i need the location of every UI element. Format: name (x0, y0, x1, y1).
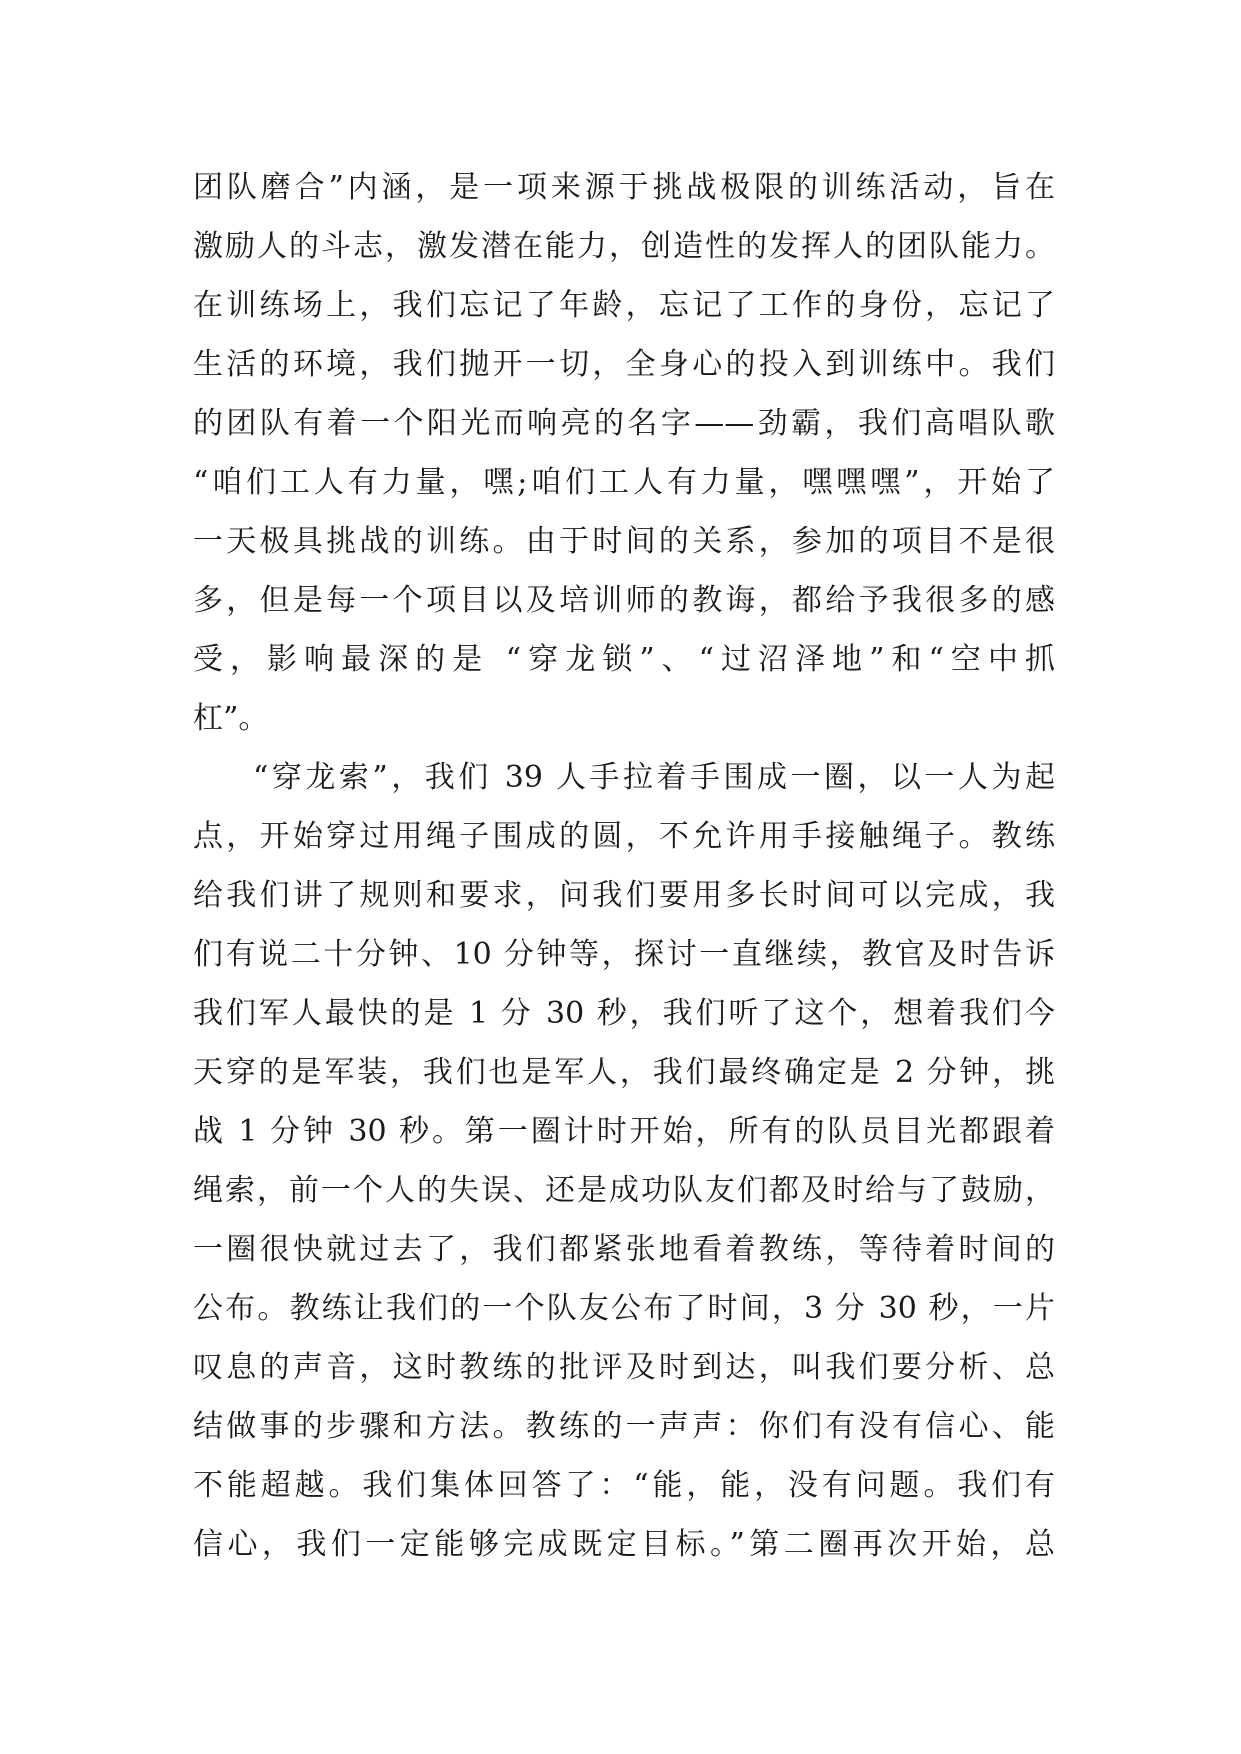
text-line: 一天极具挑战的训练。由于时间的关系，参加的项目不是很 (193, 524, 1055, 559)
text-line: 信心，我们一定能够完成既定目标。”第二圈再次开始，总 (193, 1527, 1055, 1562)
text-line: 绳索，前一个人的失误、还是成功队友们都及时给与了鼓励， (193, 1173, 1055, 1208)
text-line: “咱们工人有力量，嘿;咱们工人有力量，嘿嘿嘿”，开始了 (193, 465, 1055, 500)
text-line: 多，但是每一个项目以及培训师的教诲，都给予我很多的感 (193, 583, 1055, 618)
text-line: 点，开始穿过用绳子围成的圆，不允许用手接触绳子。教练 (193, 819, 1055, 854)
text-line: 团队磨合”内涵，是一项来源于挑战极限的训练活动，旨在 (193, 170, 1055, 205)
paragraph-1 (193, 158, 1055, 748)
text-line: 受，影响最深的是 “穿龙锁”、“过沼泽地”和“空中抓 (193, 642, 1055, 677)
text-line: 一圈很快就过去了，我们都紧张地看着教练，等待着时间的 (193, 1232, 1055, 1267)
text-line: 我们军人最快的是 1 分 30 秒，我们听了这个，想着我们今 (193, 996, 1055, 1031)
text-line: 们有说二十分钟、10 分钟等，探讨一直继续，教官及时告诉 (193, 937, 1055, 972)
text-line: 的团队有着一个阳光而响亮的名字——劲霸，我们高唱队歌 (193, 406, 1055, 441)
text-line: 天穿的是军装，我们也是军人，我们最终确定是 2 分钟，挑 (193, 1055, 1055, 1090)
text-line: 在训练场上，我们忘记了年龄，忘记了工作的身份，忘记了 (193, 288, 1055, 323)
text-line: 杠”。 (193, 701, 269, 736)
document-body (193, 158, 1055, 1574)
text-line: 战 1 分钟 30 秒。第一圈计时开始，所有的队员目光都跟着 (193, 1114, 1055, 1149)
text-line: 不能超越。我们集体回答了：“能，能，没有问题。我们有 (193, 1468, 1055, 1503)
paragraph-2 (193, 748, 1055, 1574)
text-line: 生活的环境，我们抛开一切，全身心的投入到训练中。我们 (193, 347, 1055, 382)
text-line: 叹息的声音，这时教练的批评及时到达，叫我们要分析、总 (193, 1350, 1055, 1385)
text-line: 激励人的斗志，激发潜在能力，创造性的发挥人的团队能力。 (193, 229, 1055, 264)
text-line: 公布。教练让我们的一个队友公布了时间，3 分 30 秒，一片 (193, 1291, 1055, 1326)
text-line: 结做事的步骤和方法。教练的一声声：你们有没有信心、能 (193, 1409, 1055, 1444)
text-line: “穿龙索”，我们 39 人手拉着手围成一圈，以一人为起 (253, 760, 1055, 795)
text-line: 给我们讲了规则和要求，问我们要用多长时间可以完成，我 (193, 878, 1055, 913)
